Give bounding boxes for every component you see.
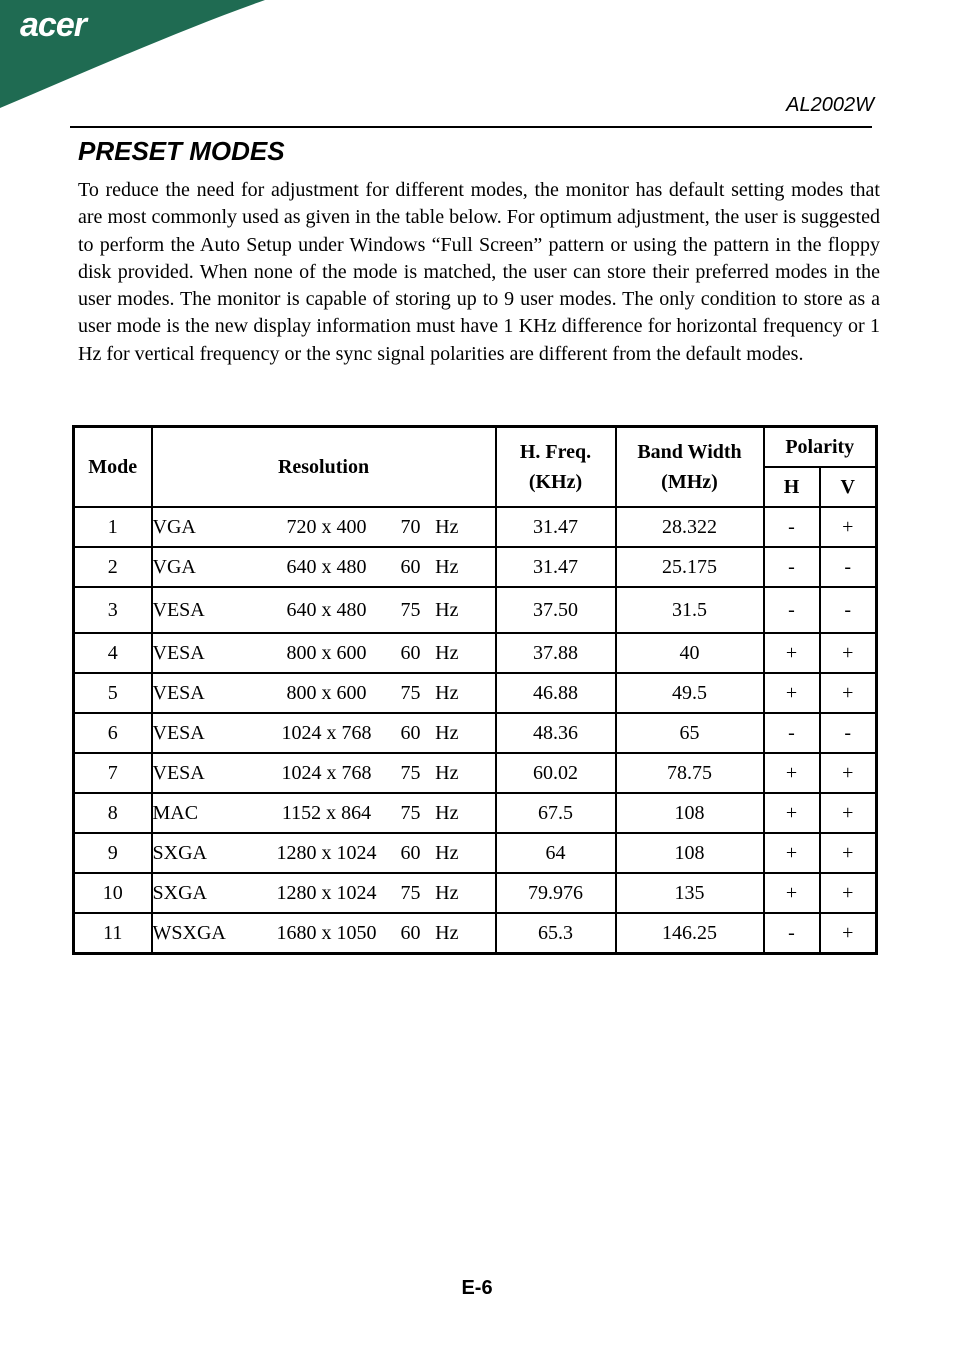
cell-polarity-v: + [820,873,877,913]
cell-hfreq: 37.50 [496,587,616,633]
cell-refresh-unit: Hz [435,841,459,864]
cell-polarity-v: - [820,713,877,753]
cell-polarity-h: - [764,507,820,547]
cell-hfreq: 46.88 [496,673,616,713]
table-row [74,547,877,587]
table-row [74,913,877,954]
cell-polarity-v: + [820,673,877,713]
header-bw-line1: Band Width [637,441,742,463]
cell-polarity-h: - [764,713,820,753]
cell-polarity-v: - [820,587,877,633]
cell-mode: 9 [74,833,152,873]
cell-resolution [152,507,496,547]
cell-mode: 4 [74,633,152,673]
cell-size: 800 x 600 [286,641,367,664]
cell-refresh: 60 [400,721,421,744]
cell-size: 1152 x 864 [281,801,372,824]
table-row [74,793,877,833]
table-row [74,673,877,713]
cell-refresh: 70 [400,515,421,538]
cell-standard: SXGA [152,841,207,864]
table-row [74,833,877,873]
intro-paragraph: To reduce the need for adjustment for different modes, the monitor has default setting modes that are most commonly used as given in the table below. For optimum adjustment, the user is suggested to perform the Auto Setup under Windows “Full Screen” pattern or using the pattern in the floppy disk provided. When none of the mode is matched, the user can store their preferred modes in the user modes. The monitor is capable of storing up to 9 user modes. The only condition to store as a user mode is the new display information must have 1 KHz difference for horizontal frequency or 1 Hz for vertical frequency or the sync signal polarities are different from the default modes. [78,179,880,365]
cell-hfreq: 31.47 [496,547,616,587]
cell-refresh: 60 [400,921,421,944]
cell-bandwidth: 40 [616,633,764,673]
cell-size: 640 x 480 [286,598,367,621]
cell-refresh: 75 [400,681,421,704]
cell-bandwidth: 65 [616,713,764,753]
cell-mode: 10 [74,873,152,913]
header-bw-line2: (MHz) [661,471,718,493]
cell-standard: WSXGA [152,921,226,944]
header-hfreq-line1: H. Freq. [519,441,592,463]
cell-size: 800 x 600 [286,681,367,704]
cell-hfreq: 48.36 [496,713,616,753]
cell-polarity-v: + [820,913,877,954]
cell-standard: VESA [152,681,205,704]
table-row [74,753,877,793]
cell-polarity-v: + [820,793,877,833]
cell-polarity-h: - [764,587,820,633]
cell-standard: VESA [152,721,205,744]
cell-mode: 8 [74,793,152,833]
table-row [74,713,877,753]
cell-mode: 11 [74,913,152,954]
cell-resolution [152,873,496,913]
cell-hfreq: 31.47 [496,507,616,547]
cell-polarity-h: + [764,793,820,833]
cell-standard: MAC [152,801,199,824]
cell-size: 720 x 400 [286,515,367,538]
model-number: AL2002W [786,94,874,116]
header-hfreq-line2: (KHz) [528,471,583,493]
page-number: E-6 [461,1277,493,1299]
cell-mode: 1 [74,507,152,547]
table-row [74,873,877,913]
cell-polarity-v: + [820,753,877,793]
cell-bandwidth: 78.75 [616,753,764,793]
cell-refresh: 60 [400,555,421,578]
cell-polarity-h: + [764,633,820,673]
acer-logo: acer [20,6,86,44]
cell-refresh: 75 [400,761,421,784]
cell-bandwidth: 25.175 [616,547,764,587]
cell-size: 1680 x 1050 [276,921,377,944]
cell-resolution [152,913,496,954]
cell-size: 1024 x 768 [281,721,372,744]
cell-refresh-unit: Hz [435,515,459,538]
header-rule [70,126,872,128]
cell-refresh-unit: Hz [435,921,459,944]
cell-hfreq: 67.5 [496,793,616,833]
cell-bandwidth: 108 [616,833,764,873]
cell-standard: VGA [152,515,196,538]
header-hfreq [496,427,616,508]
cell-polarity-h: - [764,913,820,954]
cell-bandwidth: 146.25 [616,913,764,954]
cell-refresh: 75 [400,801,421,824]
cell-standard: VESA [152,641,205,664]
cell-refresh-unit: Hz [435,641,459,664]
cell-polarity-h: + [764,833,820,873]
table-header-row [74,427,877,468]
cell-standard: SXGA [152,881,207,904]
header-polarity-v: V [820,467,877,507]
cell-size: 1280 x 1024 [276,841,377,864]
cell-hfreq: 79.976 [496,873,616,913]
cell-refresh-unit: Hz [435,761,459,784]
cell-bandwidth: 28.322 [616,507,764,547]
cell-resolution [152,833,496,873]
cell-standard: VESA [152,598,205,621]
cell-refresh-unit: Hz [435,881,459,904]
cell-resolution [152,547,496,587]
cell-bandwidth: 135 [616,873,764,913]
cell-polarity-v: + [820,633,877,673]
cell-standard: VESA [152,761,205,784]
cell-refresh-unit: Hz [435,681,459,704]
cell-refresh: 60 [400,841,421,864]
cell-bandwidth: 49.5 [616,673,764,713]
cell-polarity-h: + [764,873,820,913]
cell-resolution [152,713,496,753]
cell-refresh: 75 [400,881,421,904]
cell-refresh-unit: Hz [435,555,459,578]
cell-mode: 6 [74,713,152,753]
table-row [74,633,877,673]
cell-standard: VGA [152,555,196,578]
cell-resolution [152,587,496,633]
header-polarity-h: H [764,467,820,507]
cell-refresh-unit: Hz [435,721,459,744]
cell-hfreq: 60.02 [496,753,616,793]
cell-resolution [152,673,496,713]
preset-modes-table [72,425,878,955]
table-row [74,507,877,547]
cell-bandwidth: 108 [616,793,764,833]
cell-refresh-unit: Hz [435,801,459,824]
cell-hfreq: 65.3 [496,913,616,954]
header-bandwidth [616,427,764,508]
cell-mode: 5 [74,673,152,713]
table-row [74,587,877,633]
cell-hfreq: 37.88 [496,633,616,673]
cell-polarity-v: + [820,833,877,873]
cell-hfreq: 64 [496,833,616,873]
cell-mode: 3 [74,587,152,633]
cell-mode: 2 [74,547,152,587]
cell-resolution [152,793,496,833]
cell-refresh: 60 [400,641,421,664]
cell-resolution [152,633,496,673]
header-mode: Mode [74,427,152,508]
cell-refresh-unit: Hz [435,598,459,621]
cell-mode: 7 [74,753,152,793]
section-title: PRESET MODES [78,136,285,166]
cell-bandwidth: 31.5 [616,587,764,633]
cell-size: 640 x 480 [286,555,367,578]
cell-polarity-h: - [764,547,820,587]
cell-size: 1280 x 1024 [276,881,377,904]
cell-polarity-v: - [820,547,877,587]
cell-size: 1024 x 768 [281,761,372,784]
cell-resolution [152,753,496,793]
cell-polarity-v: + [820,507,877,547]
header-resolution: Resolution [152,427,496,508]
cell-polarity-h: + [764,753,820,793]
cell-refresh: 75 [400,598,421,621]
header-polarity: Polarity [764,427,877,468]
cell-polarity-h: + [764,673,820,713]
